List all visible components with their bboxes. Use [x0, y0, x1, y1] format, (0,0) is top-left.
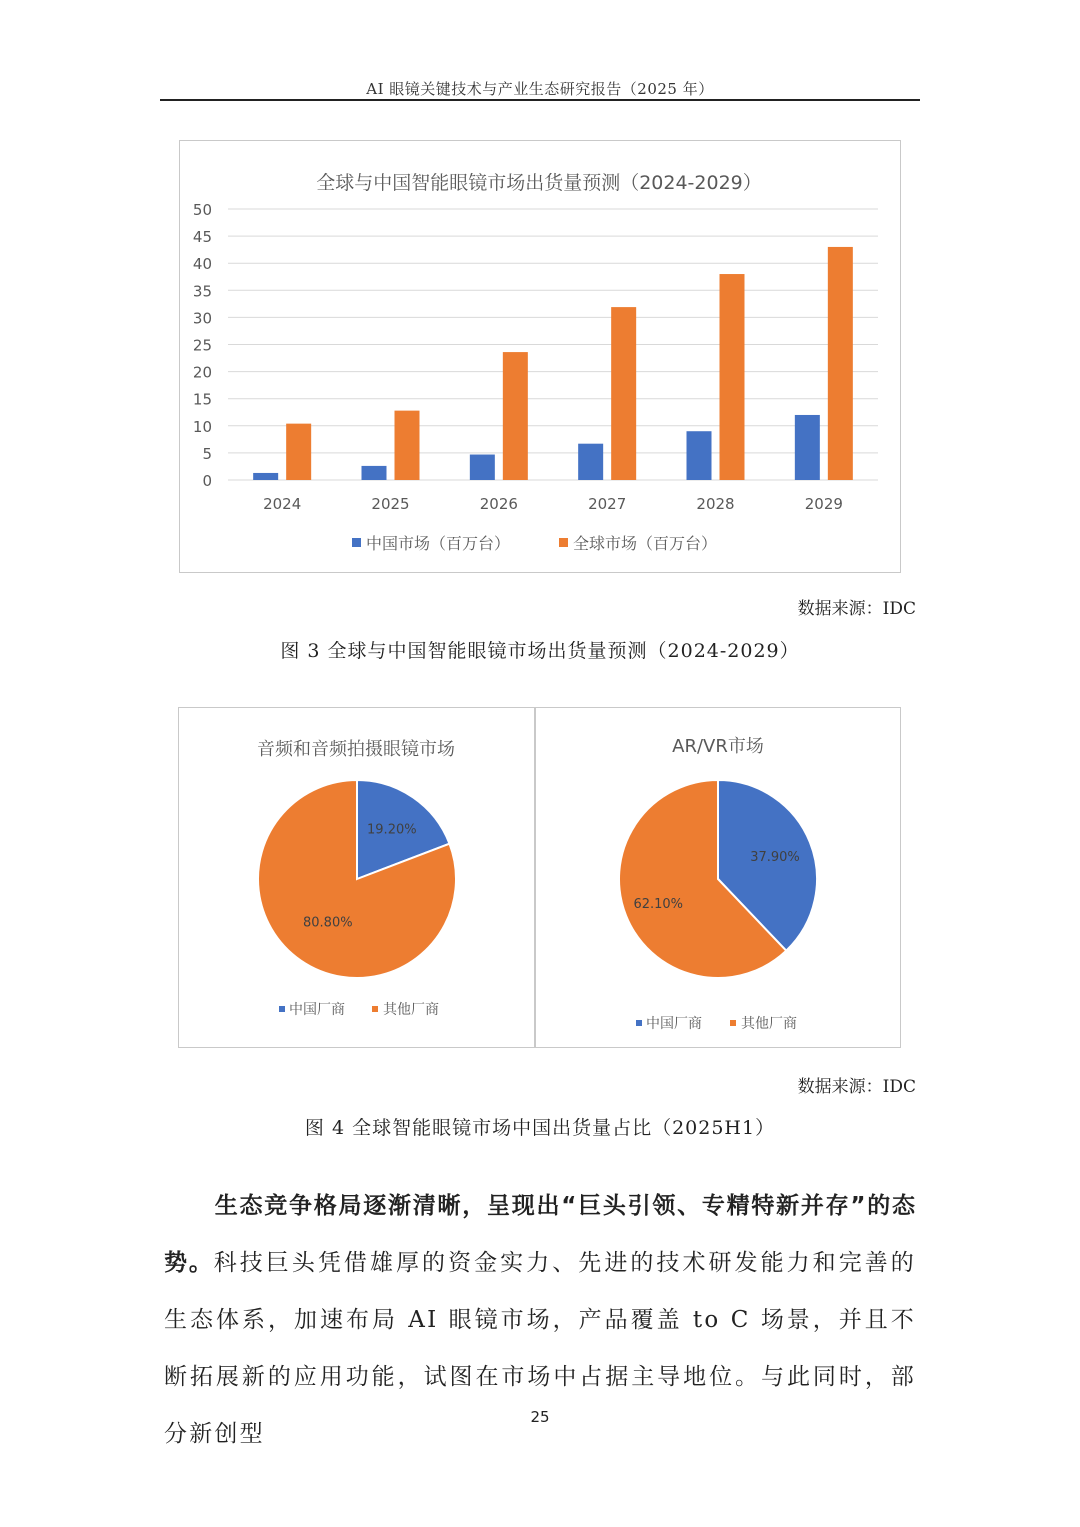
legend-swatch-china	[352, 538, 361, 547]
figure4-source: 数据来源：IDC	[797, 1077, 916, 1097]
y-tick-label: 10	[192, 417, 212, 436]
bar-global-2029	[828, 247, 853, 480]
body-text: 科技巨头凭借雄厚的资金实力、先进的技术研发能力和完善的生态体系，加速布局 AI 眼镜市场，产品覆盖 to C 场景，并且不断拓展新的应用功能，试图在市场中占据主导地位。与此同时，部分新创型	[164, 1250, 916, 1447]
pie-chart-frame-arvr	[535, 707, 901, 1048]
bar-chart	[180, 141, 899, 571]
figure3-caption: 图 3 全球与中国智能眼镜市场出货量预测（2024-2029）	[280, 640, 800, 662]
y-tick-label: 45	[192, 228, 212, 247]
x-tick-label: 2024	[263, 495, 302, 513]
legend-swatch-global	[559, 538, 568, 547]
bar-china-2029	[795, 415, 820, 480]
bar-global-2025	[395, 411, 420, 480]
pie-arvr-legend-swatch-china	[636, 1020, 642, 1026]
y-tick-label: 20	[192, 363, 212, 382]
header-rule	[160, 99, 920, 101]
pie-audio-legend-label-other: 其他厂商	[383, 1002, 439, 1018]
figure3-source: 数据来源：IDC	[797, 599, 916, 619]
pie-value-label: 62.10%	[633, 896, 684, 912]
pie-audio-legend-swatch-other	[372, 1006, 378, 1012]
bar-china-2024	[253, 473, 278, 480]
pie-arvr-title: AR/VR市场	[672, 736, 764, 757]
figure4-caption: 图 4 全球智能眼镜市场中国出货量占比（2025H1）	[304, 1117, 776, 1139]
page-number: 25	[530, 1408, 550, 1426]
pie-value-label: 80.80%	[303, 915, 353, 931]
pie-arvr-legend-swatch-other	[730, 1020, 736, 1026]
x-tick-label: 2027	[588, 495, 627, 513]
bar-global-2026	[503, 352, 528, 480]
y-tick-label: 35	[192, 282, 212, 301]
x-tick-label: 2029	[804, 495, 843, 513]
y-tick-label: 40	[192, 255, 212, 274]
y-tick-label: 5	[202, 444, 212, 463]
bar-chart-title: 全球与中国智能眼镜市场出货量预测（2024-2029）	[316, 172, 762, 194]
pie-chart-audio	[179, 708, 533, 1046]
running-header: AI 眼镜关键技术与产业生态研究报告（2025 年）	[366, 80, 714, 98]
pie-audio-legend-label-china: 中国厂商	[289, 1002, 345, 1018]
bar-global-2024	[286, 424, 311, 480]
pie-audio-title: 音频和音频拍摄眼镜市场	[257, 739, 455, 760]
x-tick-label: 2026	[479, 495, 518, 513]
legend-label-china: 中国市场（百万台）	[366, 534, 511, 553]
pie-audio-legend-swatch-china	[279, 1006, 285, 1012]
body-lead-sentence: 生态竞争格局逐渐清晰，呈现出“巨头引领、专精特新并存”的态势。	[164, 1193, 916, 1276]
x-tick-label: 2025	[371, 495, 410, 513]
pie-value-label: 19.20%	[367, 822, 417, 838]
pie-chart-arvr	[536, 708, 899, 1046]
bar-china-2028	[687, 431, 712, 480]
bar-china-2027	[578, 444, 603, 480]
legend-label-global: 全球市场（百万台）	[573, 534, 718, 553]
bar-china-2025	[362, 466, 387, 480]
pie-arvr-legend-label-other: 其他厂商	[741, 1016, 797, 1032]
pie-value-label: 37.90%	[750, 850, 800, 866]
bar-global-2028	[720, 274, 745, 480]
x-tick-label: 2028	[696, 495, 735, 513]
pie-chart-frame-audio	[178, 707, 535, 1048]
pie-arvr-legend-label-china: 中国厂商	[646, 1016, 702, 1032]
bar-global-2027	[611, 307, 636, 480]
bar-china-2026	[470, 455, 495, 480]
y-tick-label: 15	[192, 390, 212, 409]
y-tick-label: 30	[192, 309, 212, 328]
y-tick-label: 25	[192, 336, 212, 355]
y-tick-label: 50	[192, 201, 212, 219]
y-tick-label: 0	[202, 472, 212, 490]
bar-chart-frame	[179, 140, 901, 573]
